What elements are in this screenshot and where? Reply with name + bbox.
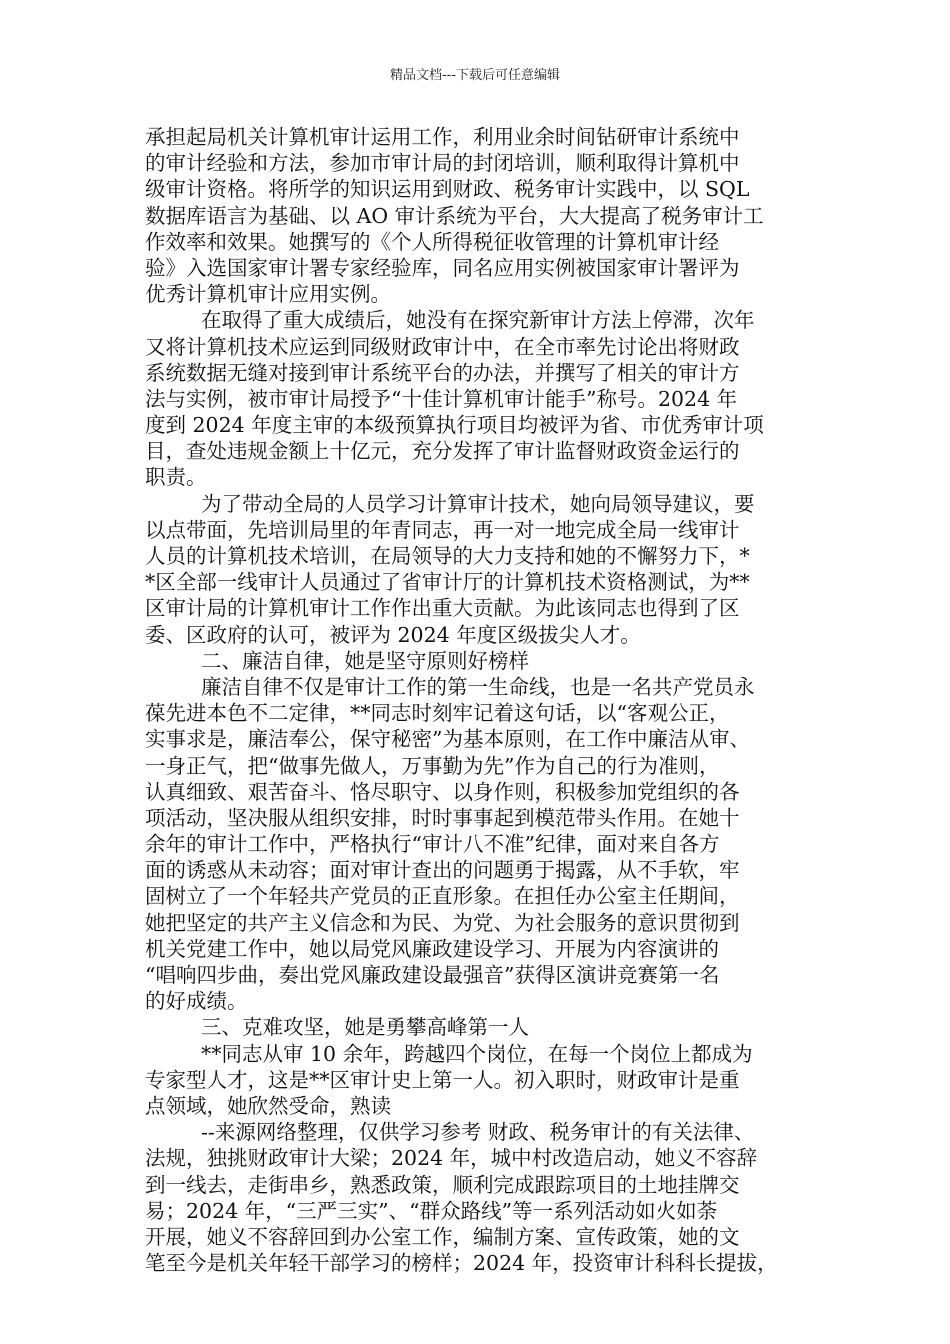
text-line: 数据库语言为基础、以 AO 审计系统为平台，大大提高了税务审计工 [145,203,764,228]
text-line: 面的诱惑从未动容；面对审计查出的问题勇于揭露，从不手软，牢 [145,858,740,883]
text-line: 她把坚定的共产主义信念和为民、为党、为社会服务的意识贯彻到 [145,910,740,935]
text-line: 实事求是，廉洁奉公，保守秘密”为基本原则，在工作中廉洁从审、 [145,727,750,752]
section-heading: 二、廉洁自律，她是坚守原则好榜样 [201,648,529,673]
text-line: 职责。 [145,465,207,490]
text-line: *区全部一线审计人员通过了省审计厅的计算机技术资格测试，为** [145,570,750,595]
text-line: 笔至今是机关年轻干部学习的榜样；2024 年，投资审计科科长提拔， [145,1251,778,1276]
text-line: 固树立了一个年轻共产党员的正直形象。在担任办公室主任期间， [145,884,740,909]
text-line: 法与实例，被市审计局授予“十佳计算机审计能手”称号。2024 年 [145,386,738,411]
text-line: 的审计经验和方法，参加市审计局的封闭培训，顺利取得计算机中 [145,151,740,176]
text-line: 认真细致、艰苦奋斗、恪尽职守、以身作则，积极参加党组织的各 [145,779,740,804]
text-line: 的好成绩。 [145,989,248,1014]
text-line: “唱响四步曲，奏出党风廉政建设最强音”获得区演讲竞赛第一名 [145,963,720,987]
text-line: 易；2024 年，“三严三实”、“群众路线”等一系列活动如火如荼 [145,1198,718,1223]
text-line: 以点带面，先培训局里的年青同志，再一对一地完成全局一线审计 [145,517,740,542]
paragraph-start-line: --来源网络整理，仅供学习参考 财政、税务审计的有关法律、 [201,1120,755,1145]
text-line: 葆先进本色不二定律，**同志时刻牢记着这句话，以“客观公正， [145,701,730,726]
text-line: 法规，独挑财政审计大梁；2024 年，城中村改造启动，她义不容辞 [145,1146,758,1171]
text-line: 一身正气，把“做事先做人，万事勤为先”作为自己的行为准则， [145,753,720,778]
paragraph-start-line: 廉洁自律不仅是审计工作的第一生命线，也是一名共产党员永 [201,674,755,699]
text-line: 开展，她义不容辞回到办公室工作，编制方案、宣传政策，她的文 [145,1224,740,1249]
text-line: 度到 2024 年度主审的本级预算执行项目均被评为省、市优秀审计项 [145,413,764,438]
text-line: 优秀计算机审计应用实例。 [145,282,391,307]
text-line: 级审计资格。将所学的知识运用到财政、税务审计实践中，以 SQL [145,177,750,202]
text-line: 项活动，坚决服从组织安排，时时事事起到模范带头作用。在她十 [145,805,740,830]
text-line: 目，查处违规金额上十亿元，充分发挥了审计监督财政资金运行的 [145,439,740,464]
text-line: 作效率和效果。她撰写的《个人所得税征收管理的计算机审计经 [145,229,719,254]
document-body [145,124,812,1276]
text-line: 系统数据无缝对接到审计系统平台的办法，并撰写了相关的审计方 [145,360,740,385]
text-line: 机关党建工作中，她以局党风廉政建设学习、开展为内容演讲的 [145,936,719,961]
text-line: 到一线去，走街串乡，熟悉政策，顺利完成跟踪项目的土地挂牌交 [145,1172,740,1197]
text-line: 专家型人才，这是**区审计史上第一人。初入职时，财政审计是重 [145,1067,740,1092]
text-line: 人员的计算机技术培训，在局领导的大力支持和她的不懈努力下，* [145,544,750,568]
text-line: 又将计算机技术应运到同级财政审计中，在全市率先讨论出将财政 [145,334,740,359]
text-line: 委、区政府的认可，被评为 2024 年度区级拔尖人才。 [145,622,641,647]
text-line: 承担起局机关计算机审计运用工作，利用业余时间钻研审计系统中 [145,125,740,149]
text-line: 点领域，她欣然受命，熟读 [145,1093,391,1118]
section-heading: 三、克难攻坚，她是勇攀高峰第一人 [201,1015,529,1040]
text-line: 余年的审计工作中，严格执行“审计八不准”纪律，面对来自各方 [145,832,720,857]
paragraph-start-line: **同志从审 10 余年，跨越四个岗位，在每一个岗位上都成为 [201,1041,753,1066]
page-header: 精品文档---下载后可任意编辑 [389,68,561,83]
paragraph-start-line: 在取得了重大成绩后，她没有在探究新审计方法上停滞，次年 [201,308,755,333]
text-line: 验》入选国家审计署专家经验库，同名应用实例被国家审计署评为 [145,255,740,280]
paragraph-start-line: 为了带动全局的人员学习计算审计技术，她向局领导建议，要 [201,491,755,516]
text-line: 区审计局的计算机审计工作作出重大贡献。为此该同志也得到了区 [145,596,740,621]
